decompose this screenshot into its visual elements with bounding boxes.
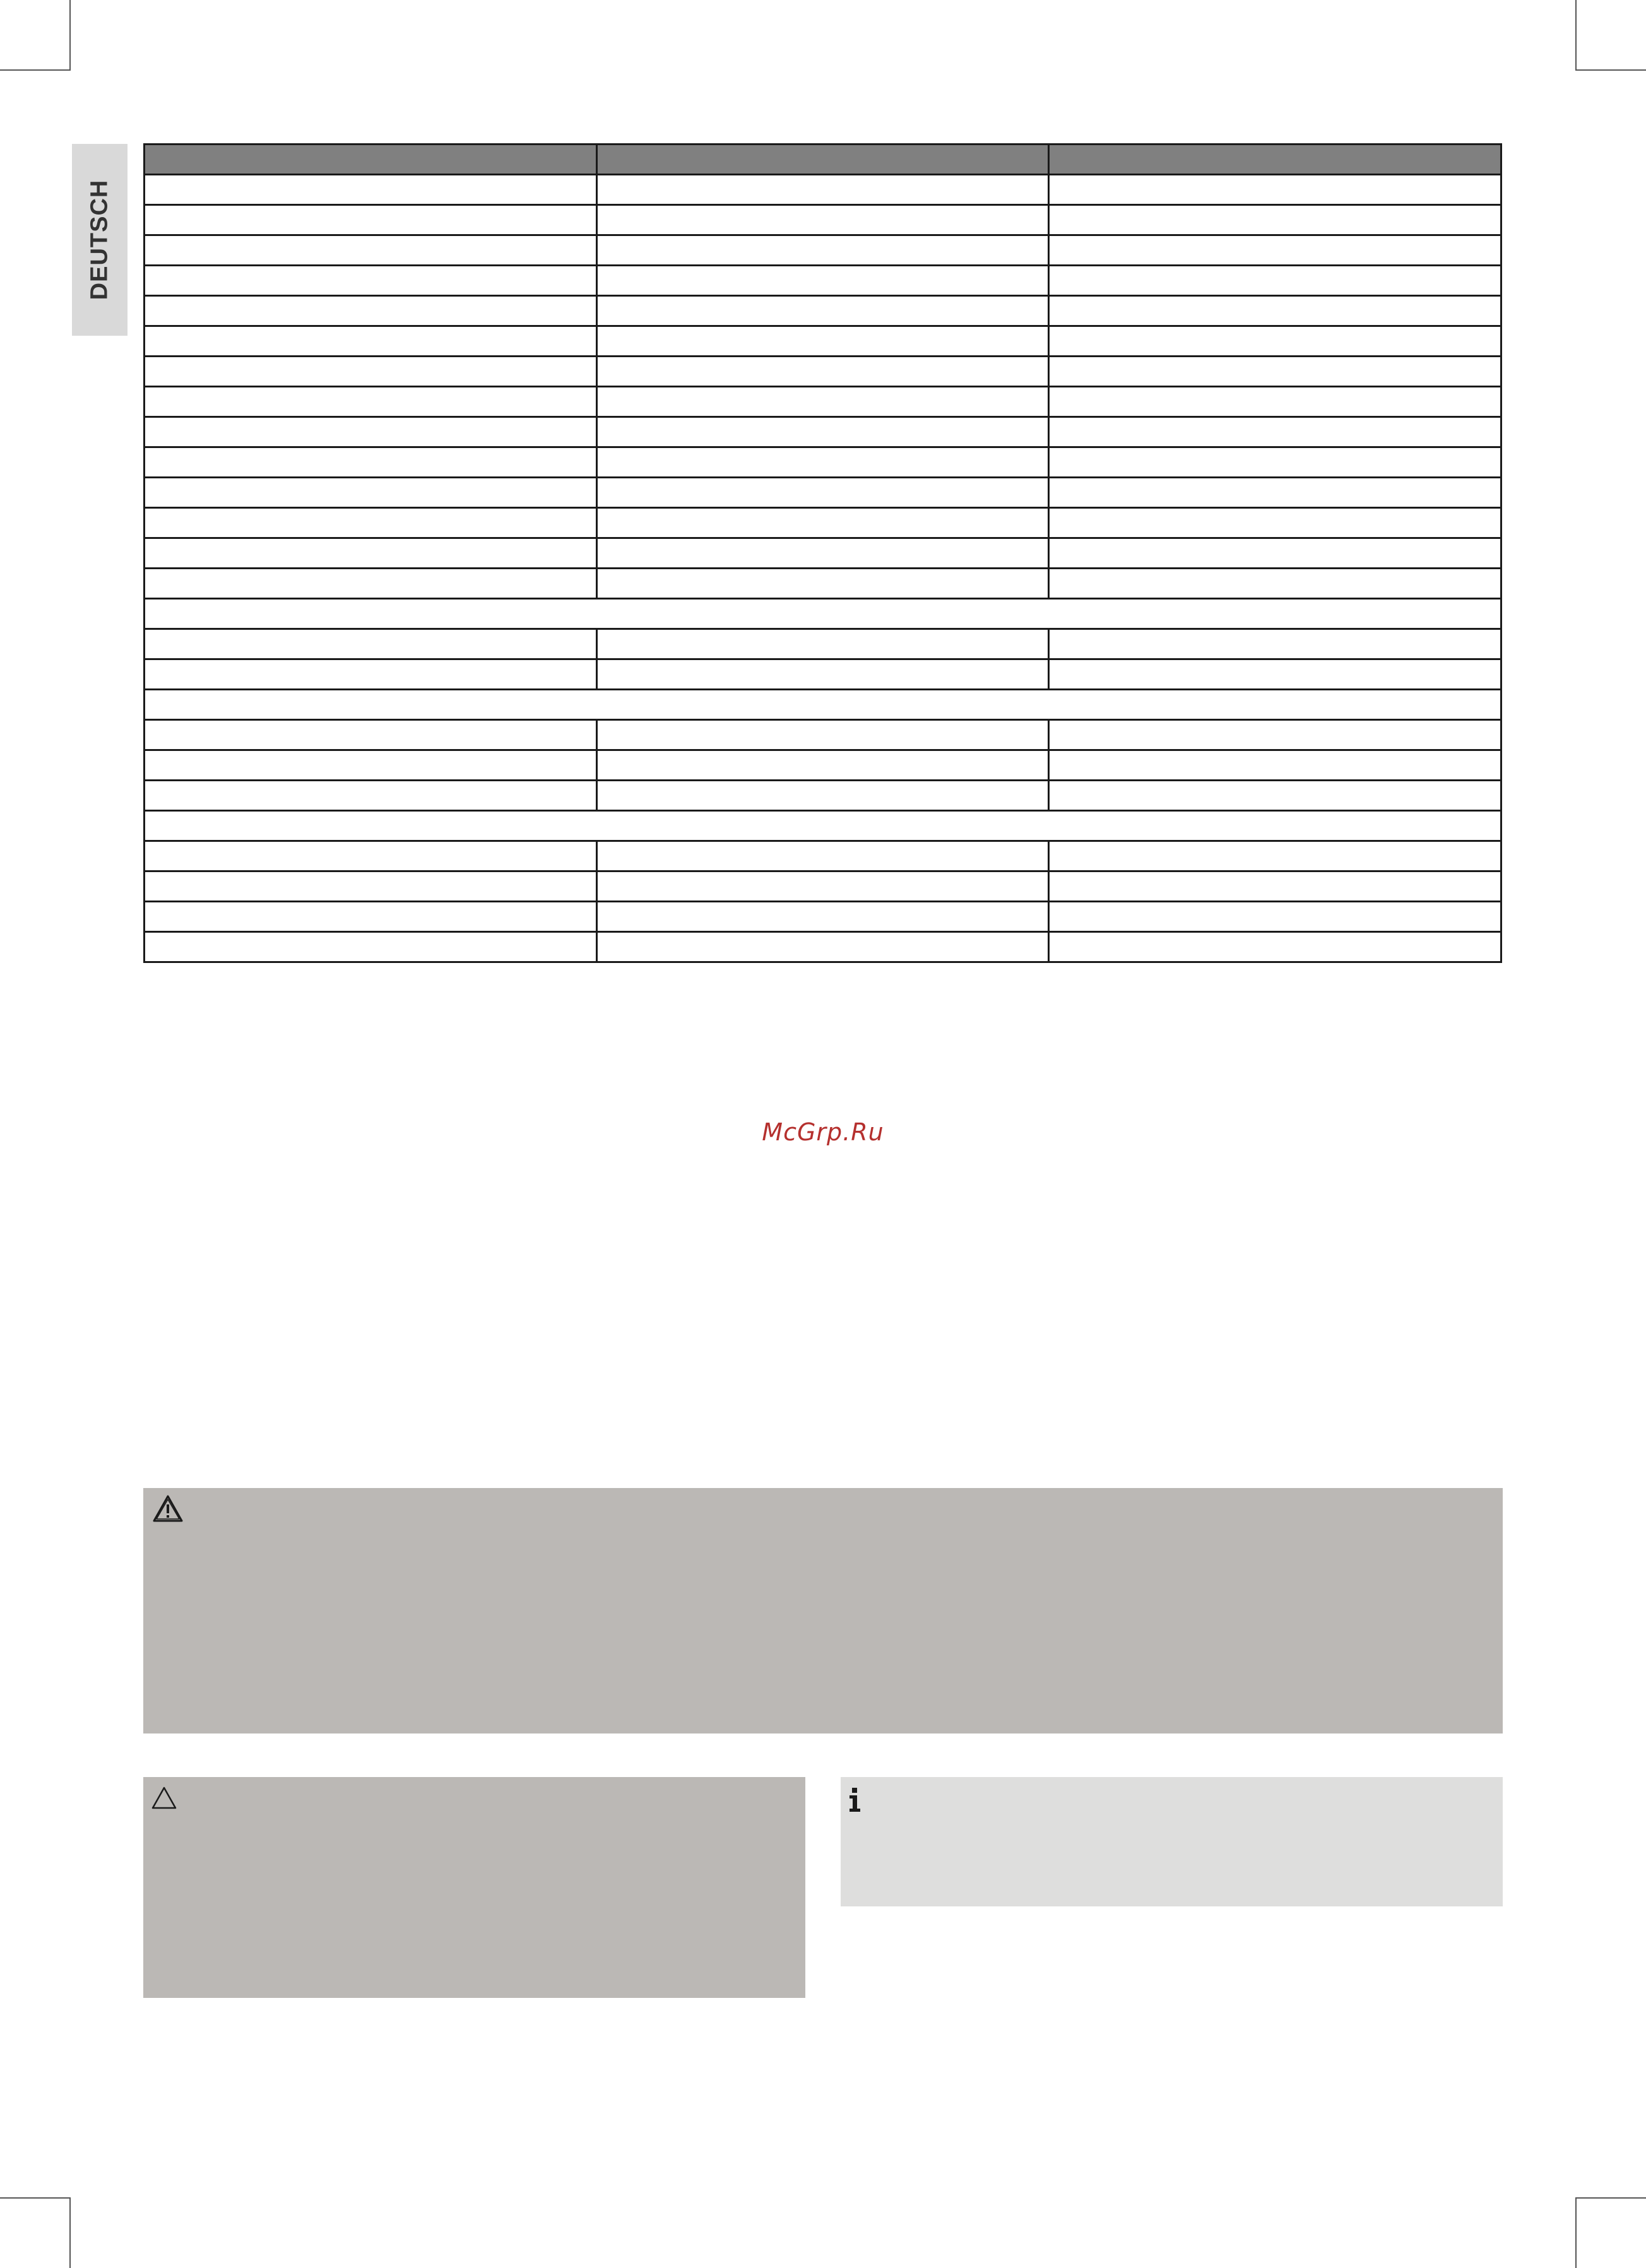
- table-cell: [596, 266, 1049, 296]
- table-cell: [1049, 357, 1501, 387]
- table-cell: [1049, 659, 1501, 690]
- table-cell: [1049, 205, 1501, 235]
- crop-mark-bottom-right-v: [1575, 2197, 1577, 2268]
- spec-table: [143, 143, 1502, 963]
- table-cell: [596, 205, 1049, 235]
- table-cell: [596, 326, 1049, 357]
- table-cell: [145, 205, 597, 235]
- table-cell: [145, 387, 597, 417]
- table-cell: [145, 235, 597, 266]
- table-cell: [596, 508, 1049, 538]
- info-box: [841, 1777, 1503, 1906]
- table-cell: [596, 629, 1049, 659]
- table-section-cell: [145, 690, 1501, 720]
- table-header-cell: [145, 145, 597, 175]
- table-section-cell: [145, 811, 1501, 841]
- table-cell: [145, 175, 597, 205]
- table-row: [145, 659, 1501, 690]
- table-cell: [596, 175, 1049, 205]
- table-cell: [1049, 326, 1501, 357]
- table-row: [145, 447, 1501, 478]
- table-cell: [145, 750, 597, 781]
- table-cell: [145, 508, 597, 538]
- table-cell: [145, 266, 597, 296]
- table-row: [145, 720, 1501, 750]
- table-row: [145, 841, 1501, 871]
- table-cell: [145, 326, 597, 357]
- crop-mark-bottom-left-h: [0, 2197, 71, 2199]
- table-row: [145, 357, 1501, 387]
- warning-box: [143, 1488, 1503, 1733]
- table-row: [145, 750, 1501, 781]
- table-cell: [145, 871, 597, 902]
- crop-mark-top-left-v: [69, 0, 71, 71]
- crop-mark-top-right-h: [1575, 69, 1646, 71]
- table-cell: [596, 357, 1049, 387]
- crop-mark-top-right-v: [1575, 0, 1577, 71]
- table-section-cell: [145, 599, 1501, 629]
- table-cell: [145, 478, 597, 508]
- table-cell: [145, 659, 597, 690]
- table-row: [145, 417, 1501, 447]
- table-cell: [1049, 871, 1501, 902]
- table-cell: [596, 750, 1049, 781]
- table-cell: [596, 720, 1049, 750]
- crop-mark-bottom-right-h: [1575, 2197, 1646, 2199]
- table-cell: [1049, 235, 1501, 266]
- table-row: [145, 902, 1501, 932]
- table-cell: [145, 629, 597, 659]
- table-cell: [1049, 387, 1501, 417]
- table-cell: [1049, 932, 1501, 962]
- table-row: [145, 266, 1501, 296]
- language-tab: [72, 144, 127, 336]
- table-cell: [1049, 841, 1501, 871]
- table-row: [145, 478, 1501, 508]
- warning-triangle-icon: [152, 1494, 184, 1523]
- table-cell: [145, 296, 597, 326]
- table-row: [145, 781, 1501, 811]
- table-header-cell: [596, 145, 1049, 175]
- table-cell: [1049, 508, 1501, 538]
- caution-triangle-icon: [151, 1786, 177, 1810]
- table-cell: [596, 781, 1049, 811]
- table-cell: [145, 841, 597, 871]
- table-cell: [1049, 296, 1501, 326]
- table-cell: [1049, 781, 1501, 811]
- caution-box: [143, 1777, 805, 1998]
- table-row: [145, 932, 1501, 962]
- table-cell: [1049, 902, 1501, 932]
- table-cell: [145, 447, 597, 478]
- table-cell: [145, 569, 597, 599]
- table-cell: [1049, 417, 1501, 447]
- table-cell: [145, 417, 597, 447]
- table-cell: [596, 387, 1049, 417]
- table-cell: [145, 781, 597, 811]
- table-cell: [145, 357, 597, 387]
- table-row: [145, 629, 1501, 659]
- table-row: [145, 569, 1501, 599]
- table-cell: [596, 871, 1049, 902]
- table-cell: [1049, 447, 1501, 478]
- table-cell: [1049, 569, 1501, 599]
- info-icon: [848, 1787, 862, 1812]
- table-cell: [596, 417, 1049, 447]
- table-row: [145, 296, 1501, 326]
- table-row: [145, 599, 1501, 629]
- table-cell: [1049, 629, 1501, 659]
- table-cell: [145, 538, 597, 569]
- table-cell: [596, 447, 1049, 478]
- table-cell: [596, 932, 1049, 962]
- table-cell: [596, 902, 1049, 932]
- crop-mark-top-left-h: [0, 69, 71, 71]
- table-row: [145, 690, 1501, 720]
- spec-table-body: [145, 145, 1501, 962]
- table-cell: [145, 720, 597, 750]
- table-row: [145, 811, 1501, 841]
- table-cell: [1049, 750, 1501, 781]
- table-header-cell: [1049, 145, 1501, 175]
- table-cell: [596, 841, 1049, 871]
- table-cell: [596, 538, 1049, 569]
- table-row: [145, 175, 1501, 205]
- table-cell: [1049, 175, 1501, 205]
- table-cell: [1049, 538, 1501, 569]
- table-row: [145, 508, 1501, 538]
- table-cell: [596, 659, 1049, 690]
- watermark: McGrp.Ru: [762, 1118, 884, 1146]
- crop-mark-bottom-left-v: [69, 2197, 71, 2268]
- table-cell: [145, 932, 597, 962]
- table-row: [145, 235, 1501, 266]
- language-label: DEUTSCH: [86, 179, 113, 300]
- table-row: [145, 387, 1501, 417]
- table-cell: [1049, 478, 1501, 508]
- table-row: [145, 538, 1501, 569]
- table-cell: [596, 569, 1049, 599]
- table-row: [145, 326, 1501, 357]
- table-cell: [1049, 266, 1501, 296]
- table-cell: [596, 478, 1049, 508]
- table-cell: [596, 296, 1049, 326]
- table-cell: [145, 902, 597, 932]
- table-header-row: [145, 145, 1501, 175]
- table-cell: [1049, 720, 1501, 750]
- table-row: [145, 871, 1501, 902]
- table-cell: [596, 235, 1049, 266]
- table-row: [145, 205, 1501, 235]
